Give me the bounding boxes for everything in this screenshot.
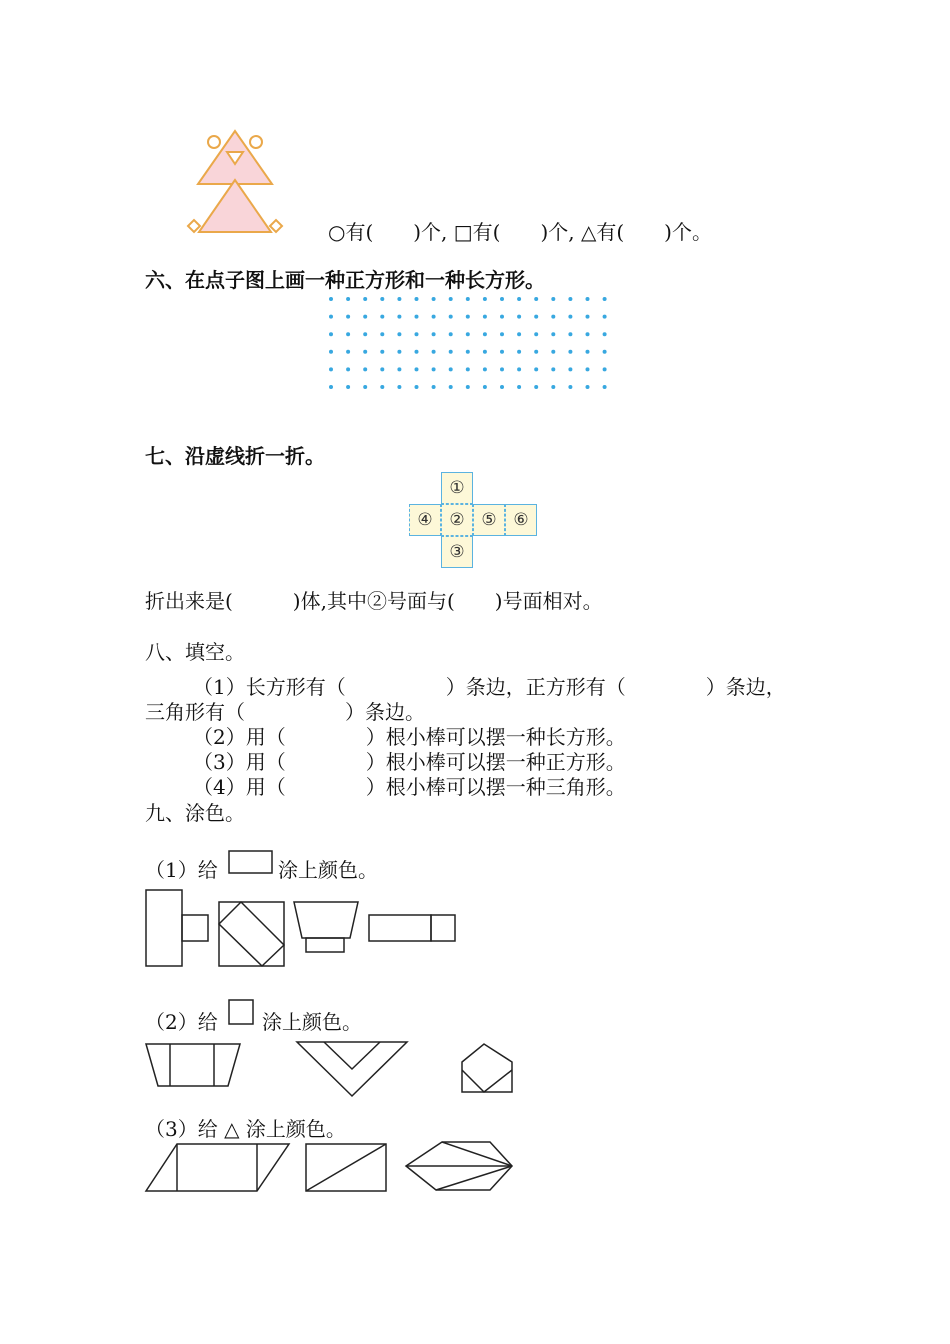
color-task-1-prefix: （1）给 bbox=[145, 858, 218, 882]
grid-dot[interactable] bbox=[603, 315, 607, 319]
grid-dot[interactable] bbox=[380, 350, 384, 354]
grid-dot[interactable] bbox=[449, 332, 453, 336]
grid-dot[interactable] bbox=[363, 297, 367, 301]
grid-dot[interactable] bbox=[432, 297, 436, 301]
grid-dot[interactable] bbox=[483, 367, 487, 371]
shape-g-house[interactable] bbox=[462, 1044, 512, 1092]
grid-dot[interactable] bbox=[483, 332, 487, 336]
grid-dot[interactable] bbox=[449, 297, 453, 301]
grid-dot[interactable] bbox=[415, 332, 419, 336]
grid-dot[interactable] bbox=[534, 315, 538, 319]
grid-dot[interactable] bbox=[534, 297, 538, 301]
grid-dot[interactable] bbox=[432, 385, 436, 389]
grid-dot[interactable] bbox=[603, 332, 607, 336]
grid-dot[interactable] bbox=[466, 367, 470, 371]
color-task-2-prefix: （2）给 bbox=[145, 1010, 218, 1034]
grid-dot[interactable] bbox=[466, 315, 470, 319]
color-task-3-text: （3）给 △ 涂上颜色。 bbox=[145, 1117, 346, 1141]
grid-dot[interactable] bbox=[432, 315, 436, 319]
color-task-1-suffix: 涂上颜色。 bbox=[278, 858, 378, 882]
net-face-2: ② bbox=[441, 504, 473, 536]
grid-dot[interactable] bbox=[432, 332, 436, 336]
grid-dot[interactable] bbox=[603, 367, 607, 371]
cube-net bbox=[408, 472, 542, 572]
grid-dot[interactable] bbox=[397, 315, 401, 319]
grid-dot[interactable] bbox=[397, 297, 401, 301]
grid-dot[interactable] bbox=[466, 332, 470, 336]
shape-d-rect-left[interactable] bbox=[369, 915, 431, 941]
shape-b-diamond[interactable] bbox=[219, 902, 284, 966]
grid-dot[interactable] bbox=[483, 315, 487, 319]
shape-f-diamond bbox=[324, 1042, 380, 1069]
task-2-shapes[interactable] bbox=[144, 1040, 524, 1100]
net-face-5: ⑤ bbox=[473, 504, 505, 536]
grid-dot[interactable] bbox=[586, 297, 590, 301]
grid-dot[interactable] bbox=[517, 350, 521, 354]
grid-dot[interactable] bbox=[517, 332, 521, 336]
body-triangle-icon bbox=[199, 180, 271, 232]
grid-dot[interactable] bbox=[329, 385, 333, 389]
grid-dot[interactable] bbox=[603, 350, 607, 354]
right-foot-square-icon bbox=[270, 220, 282, 232]
grid-dot[interactable] bbox=[329, 315, 333, 319]
net-face-4: ④ bbox=[409, 504, 441, 536]
net-face-3: ③ bbox=[441, 536, 473, 568]
grid-dot[interactable] bbox=[329, 350, 333, 354]
grid-dot[interactable] bbox=[363, 332, 367, 336]
grid-dot[interactable] bbox=[586, 350, 590, 354]
grid-dot[interactable] bbox=[551, 315, 555, 319]
grid-dot[interactable] bbox=[415, 350, 419, 354]
fill-q1-line2: 三角形有（ ）条边。 bbox=[145, 700, 425, 724]
grid-dot[interactable] bbox=[534, 385, 538, 389]
shape-a-small-square[interactable] bbox=[182, 915, 208, 941]
grid-dot[interactable] bbox=[466, 297, 470, 301]
grid-dot[interactable] bbox=[517, 367, 521, 371]
grid-dot[interactable] bbox=[449, 315, 453, 319]
grid-dot[interactable] bbox=[551, 332, 555, 336]
grid-dot[interactable] bbox=[500, 350, 504, 354]
shape-c-trapezoid[interactable] bbox=[294, 902, 358, 938]
grid-dot[interactable] bbox=[568, 350, 572, 354]
shape-c-rect[interactable] bbox=[306, 938, 344, 952]
grid-dot[interactable] bbox=[346, 367, 350, 371]
grid-dot[interactable] bbox=[397, 350, 401, 354]
grid-dot[interactable] bbox=[415, 385, 419, 389]
grid-dot[interactable] bbox=[534, 350, 538, 354]
grid-dot[interactable] bbox=[397, 332, 401, 336]
grid-dot[interactable] bbox=[603, 297, 607, 301]
grid-dot[interactable] bbox=[500, 385, 504, 389]
grid-dot[interactable] bbox=[432, 367, 436, 371]
grid-dot[interactable] bbox=[483, 297, 487, 301]
grid-dot[interactable] bbox=[568, 315, 572, 319]
grid-dot[interactable] bbox=[517, 385, 521, 389]
grid-dot[interactable] bbox=[551, 350, 555, 354]
grid-dot[interactable] bbox=[380, 385, 384, 389]
grid-dot[interactable] bbox=[397, 367, 401, 371]
net-face-1: ① bbox=[441, 472, 473, 504]
grid-dot[interactable] bbox=[363, 367, 367, 371]
grid-dot[interactable] bbox=[534, 332, 538, 336]
fold-question: 折出来是( )体,其中②号面与( )号面相对。 bbox=[145, 589, 603, 613]
grid-dot[interactable] bbox=[466, 350, 470, 354]
rectangle-icon bbox=[228, 850, 274, 876]
grid-dot[interactable] bbox=[329, 367, 333, 371]
dot-grid[interactable] bbox=[325, 293, 625, 393]
grid-dot[interactable] bbox=[568, 385, 572, 389]
grid-dot[interactable] bbox=[346, 350, 350, 354]
grid-dot[interactable] bbox=[346, 332, 350, 336]
grid-dot[interactable] bbox=[586, 367, 590, 371]
grid-dot[interactable] bbox=[551, 385, 555, 389]
color-task-2-suffix: 涂上颜色。 bbox=[262, 1010, 362, 1034]
grid-dot[interactable] bbox=[415, 367, 419, 371]
grid-dot[interactable] bbox=[568, 297, 572, 301]
grid-dot[interactable] bbox=[483, 385, 487, 389]
section-six-title: 六、在点子图上画一种正方形和一种长方形。 bbox=[145, 268, 545, 292]
shape-count-question: ○有( )个, □有( )个, △有( )个。 bbox=[328, 220, 712, 244]
grid-dot[interactable] bbox=[363, 385, 367, 389]
grid-dot[interactable] bbox=[415, 315, 419, 319]
shape-i-diagonal bbox=[306, 1144, 386, 1191]
grid-dot[interactable] bbox=[586, 385, 590, 389]
grid-dot[interactable] bbox=[586, 315, 590, 319]
grid-dot[interactable] bbox=[363, 315, 367, 319]
grid-dot[interactable] bbox=[415, 297, 419, 301]
grid-dot[interactable] bbox=[603, 385, 607, 389]
grid-dot[interactable] bbox=[346, 315, 350, 319]
triangle-figure bbox=[185, 128, 295, 238]
grid-dot[interactable] bbox=[329, 297, 333, 301]
square-icon bbox=[228, 999, 256, 1027]
grid-dot[interactable] bbox=[500, 367, 504, 371]
shape-e-trapezoid[interactable] bbox=[146, 1044, 240, 1086]
grid-dot[interactable] bbox=[432, 350, 436, 354]
grid-dot[interactable] bbox=[517, 297, 521, 301]
fill-q1-line1: （1）长方形有（ ）条边，正方形有（ ）条边， bbox=[193, 675, 786, 699]
grid-dot[interactable] bbox=[568, 332, 572, 336]
grid-dot[interactable] bbox=[449, 350, 453, 354]
grid-dot[interactable] bbox=[346, 297, 350, 301]
grid-dot[interactable] bbox=[466, 385, 470, 389]
grid-dot[interactable] bbox=[568, 367, 572, 371]
shape-h-parallelogram[interactable] bbox=[146, 1144, 289, 1191]
grid-dot[interactable] bbox=[534, 367, 538, 371]
task-3-shapes[interactable] bbox=[144, 1140, 524, 1200]
grid-dot[interactable] bbox=[380, 367, 384, 371]
grid-dot[interactable] bbox=[329, 332, 333, 336]
net-face-6: ⑥ bbox=[505, 504, 537, 536]
grid-dot[interactable] bbox=[586, 332, 590, 336]
grid-dot[interactable] bbox=[483, 350, 487, 354]
left-foot-square-icon bbox=[188, 220, 200, 232]
grid-dot[interactable] bbox=[397, 385, 401, 389]
grid-dot[interactable] bbox=[500, 297, 504, 301]
grid-dot[interactable] bbox=[380, 315, 384, 319]
grid-dot[interactable] bbox=[346, 385, 350, 389]
grid-dot[interactable] bbox=[449, 385, 453, 389]
grid-dot[interactable] bbox=[517, 315, 521, 319]
section-seven-title: 七、沿虚线折一折。 bbox=[145, 444, 325, 468]
task-1-shapes[interactable] bbox=[144, 888, 464, 973]
fill-q2: （2）用（ ）根小棒可以摆一种长方形。 bbox=[193, 725, 626, 749]
grid-dot[interactable] bbox=[449, 367, 453, 371]
grid-dot[interactable] bbox=[551, 367, 555, 371]
shape-d-rect-right[interactable] bbox=[431, 915, 455, 941]
left-ear-circle-icon bbox=[208, 136, 220, 148]
fill-q3: （3）用（ ）根小棒可以摆一种正方形。 bbox=[193, 750, 626, 774]
grid-dot[interactable] bbox=[500, 332, 504, 336]
grid-dot[interactable] bbox=[380, 332, 384, 336]
grid-dot[interactable] bbox=[363, 350, 367, 354]
section-nine-title: 九、涂色。 bbox=[145, 801, 245, 825]
right-ear-circle-icon bbox=[250, 136, 262, 148]
grid-dot[interactable] bbox=[380, 297, 384, 301]
grid-dot[interactable] bbox=[500, 315, 504, 319]
section-eight-title: 八、填空。 bbox=[145, 640, 245, 664]
fill-q4: （4）用（ ）根小棒可以摆一种三角形。 bbox=[193, 775, 626, 799]
grid-dot[interactable] bbox=[551, 297, 555, 301]
shape-a-tall-rect[interactable] bbox=[146, 890, 182, 966]
shape-g-inner-lines bbox=[462, 1070, 512, 1092]
